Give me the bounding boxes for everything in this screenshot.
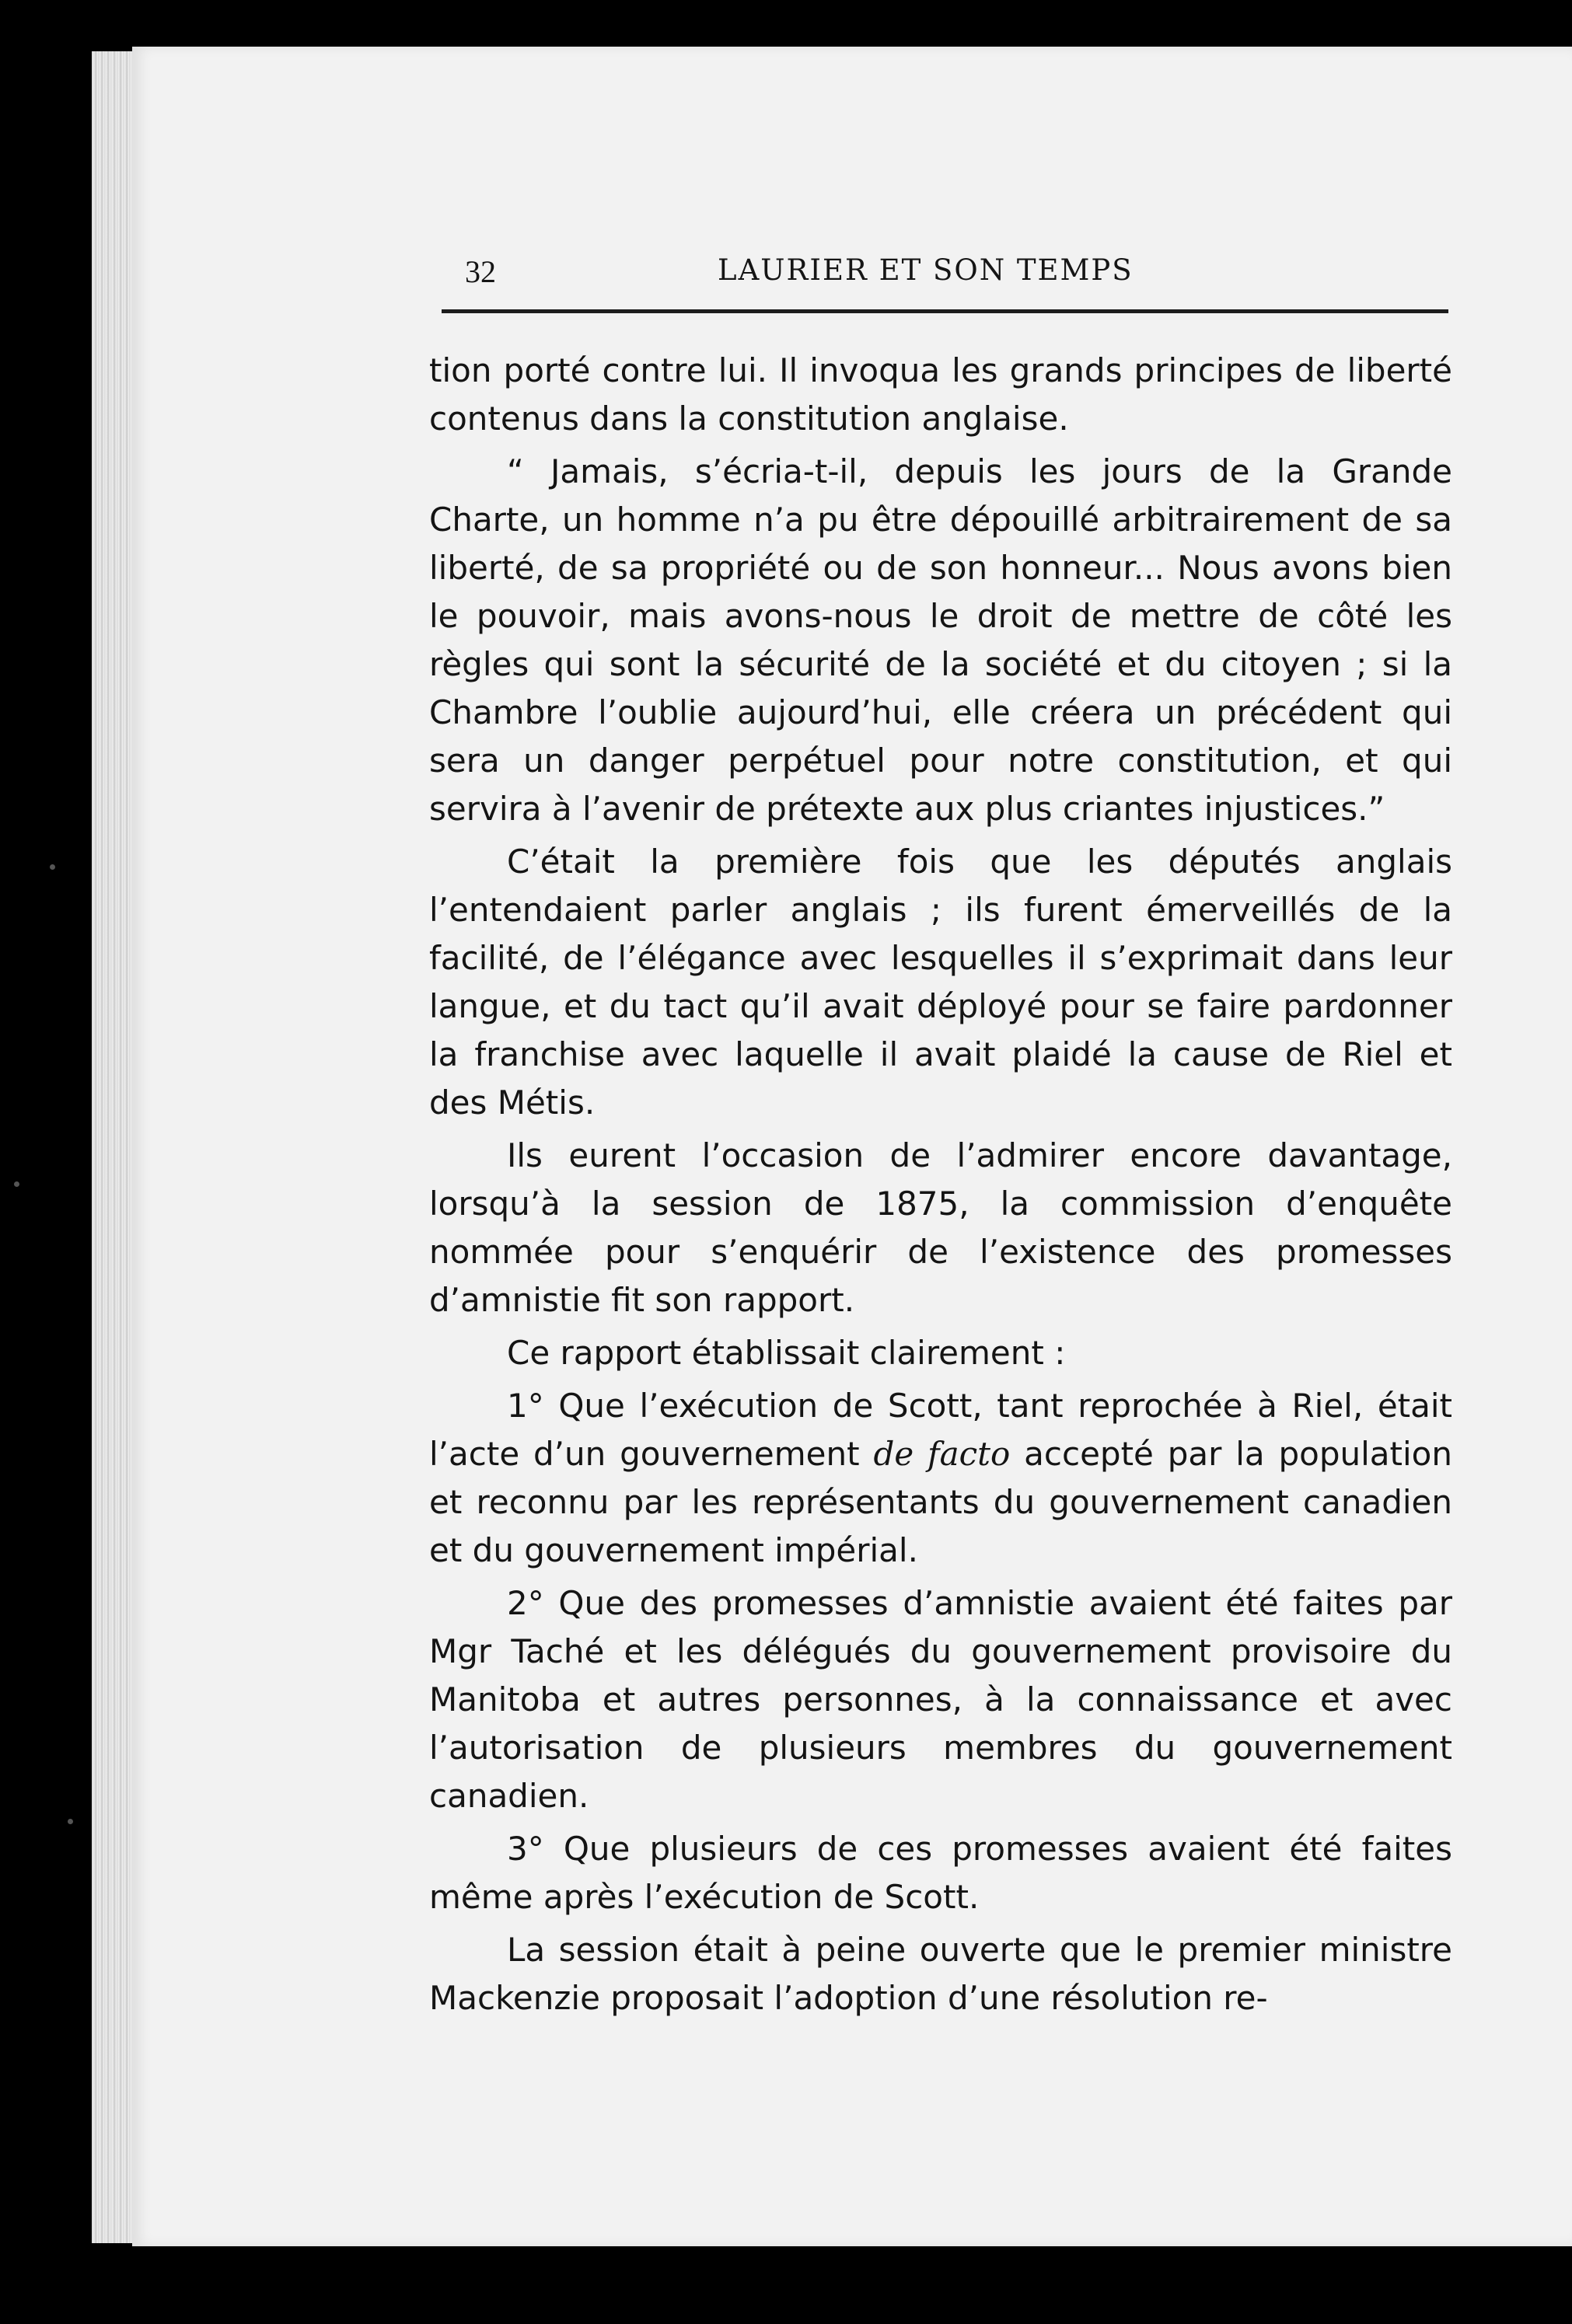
paragraph-report-intro: Ce rapport établissait clairement : — [507, 1334, 1066, 1372]
paragraph-point-1 — [429, 1382, 1452, 1575]
scan-speck — [50, 864, 55, 870]
paragraph-point-3: 3° Que plusieurs de ces promesses avaient été faites même après l’exécution de Scott. — [429, 1830, 1452, 1916]
paragraph-quotation: “ Jamais, s’écria-t-il, depuis les jours de la Grande Charte, un homme n’a pu être dépouillé arbitrairement de sa liberté, de sa propriété ou de son honneur... Nous avons bien le pouvoir, mais avons-nous le droit de mettre de côté les règles qui sont la sécurité de la société et du citoyen ; si la Chambre l’oublie aujourd’hui, elle créera un précédent qui sera un danger perpétuel pour notre constitution, et qui servira à l’avenir de prétexte aux plus criantes injustices.” — [429, 452, 1452, 828]
page-number: 32 — [465, 254, 496, 289]
paragraph-english-speech: C’était la première fois que les députés anglais l’entendaient parler anglais ; ils furent émerveillés de la facilité, de l’élégance avec lesquelles il s’exprimait dans leur langue, et du tact qu’il avait déployé pour se faire pardonner la franchise avec laquelle il avait plaidé la cause de Riel et des Métis. — [429, 843, 1452, 1122]
running-title: LAURIER ET SON TEMPS — [718, 253, 1134, 287]
header-rule — [442, 309, 1448, 313]
point-1-italic: de facto — [873, 1435, 1011, 1473]
scan-speck — [68, 1819, 73, 1824]
point-1-before: 1° Que l’exécution de Scott, tant reprochée à Riel, était l’acte d’un gouvernement — [429, 1387, 1452, 1473]
paragraph-continuation: tion porté contre lui. Il invoqua les grands principes de liberté contenus dans la constitution anglaise. — [429, 351, 1452, 438]
body-text — [429, 347, 1452, 2027]
scan-speck — [14, 1181, 19, 1187]
paragraph-point-2: 2° Que des promesses d’amnistie avaient été faites par Mgr Taché et les délégués du gouvernement provisoire du Manitoba et autres personnes, à la connaissance et avec l’autorisation de plusieurs membres du gouvernement canadien. — [429, 1584, 1452, 1815]
paragraph-commission-report: Ils eurent l’occasion de l’admirer encore davantage, lorsqu’à la session de 1875, la commission d’enquête nommée pour s’enquérir de l’existence des promesses d’amnistie fit son rapport. — [429, 1136, 1452, 1319]
point-1-after: accepté par la population et reconnu par les représentants du gouvernement canadien et du gouvernement impérial. — [429, 1435, 1452, 1569]
running-head — [442, 253, 1448, 300]
paragraph-session: La session était à peine ouverte que le premier ministre Mackenzie proposait l’adoption d’une résolution re- — [429, 1931, 1452, 2017]
